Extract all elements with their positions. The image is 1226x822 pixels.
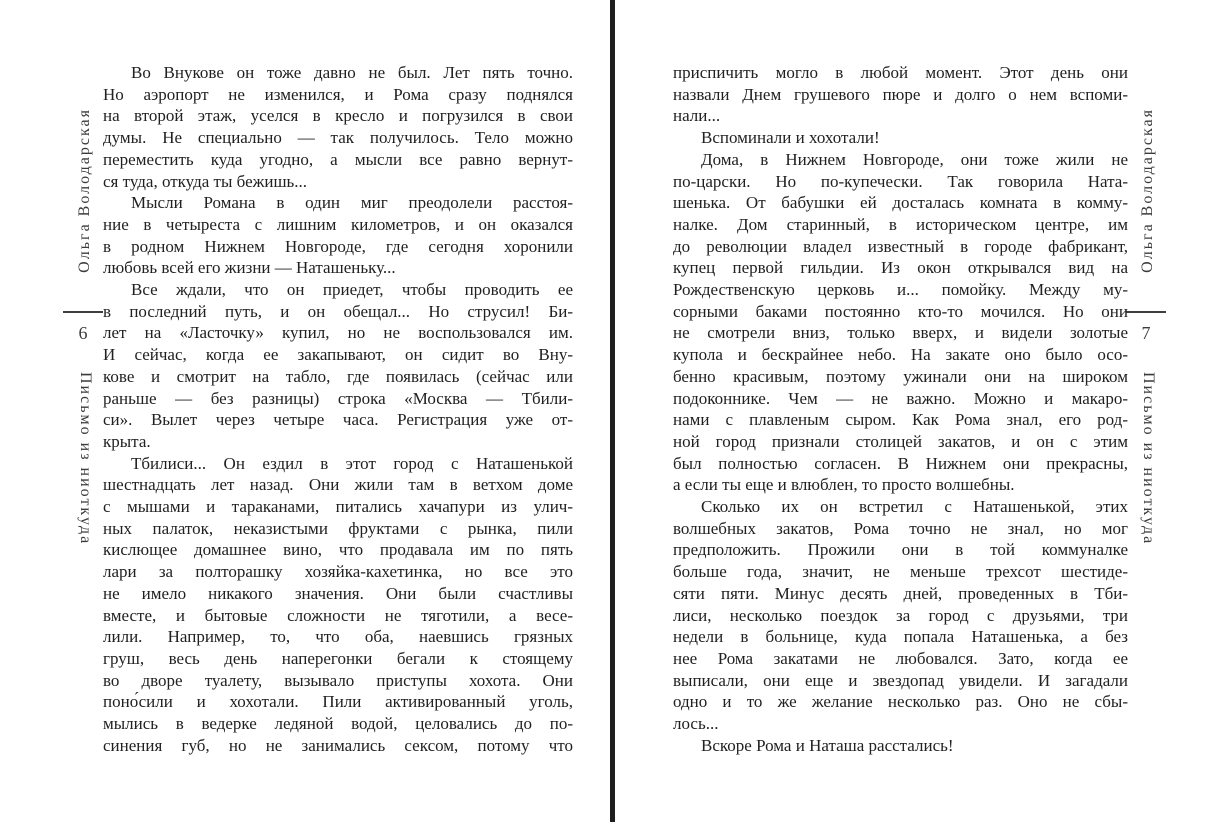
text-line: Рождественскую церковь и... помойку. Между му-: [673, 280, 1128, 300]
text-line: недели в больнице, куда попала Наташенька, а без: [673, 627, 1128, 647]
text-line: назвали Днем грушевого пюре и долго о нем вспоми-: [673, 84, 1128, 104]
text-line: лари за полторашку хозяйка-кахетинка, но все это: [103, 562, 573, 582]
text-line: нами с плавленым сыром. Как Рома знал, его род-: [673, 410, 1128, 430]
text-line: Вспоминали и хохотали!: [701, 128, 880, 148]
left-page-number: 6: [78, 323, 88, 343]
text-line: купец первой гильдии. Из окон открывался вид на: [673, 258, 1128, 278]
text-line: ся туда, откуда ты бежишь...: [103, 171, 308, 191]
text-line: был полностью согласен. В Нижнем они прекрасны,: [673, 453, 1128, 473]
text-line: больше года, значит, не меньше трехсот шестиде-: [673, 562, 1128, 582]
text-line: на второй этаж, уселся в кресло и погрузился в свои: [103, 106, 573, 126]
text-line: Сколько их он встретил с Наташенькой, этих: [701, 497, 1128, 517]
text-line: Но аэропорт не изменился, и Рома сразу поднялся: [103, 84, 573, 104]
text-line: лет на «Ласточку» купил, но не воспользовался им.: [103, 323, 573, 343]
text-line: Во Внукове он тоже давно не был. Лет пять точно.: [131, 63, 573, 82]
text-line: приспичить могло в любой момент. Этот день они: [673, 63, 1128, 82]
text-line: крыта.: [103, 431, 151, 451]
text-line: переместить куда угодно, а мысли все равно вернут-: [103, 149, 573, 169]
text-line: лось...: [673, 714, 719, 734]
left-margin-title: Письмо из ниоткуда: [77, 372, 94, 546]
text-line: Вскоре Рома и Наташа расстались!: [701, 735, 954, 755]
text-line: кове и смотрит на табло, где появилась (сейчас или: [103, 366, 573, 386]
text-line: в родном Нижнем Новгороде, где сегодня хоронили: [103, 236, 573, 256]
text-line: синения губ, но не занимались сексом, потому что: [103, 735, 573, 755]
text-line: поно́сили и хохотали. Пили активированный уголь,: [103, 692, 573, 712]
text-line: подоконнике. Чем — не важно. Можно и макаро-: [673, 388, 1128, 408]
text-line: волшебных закатов, Рома точно не знал, но мог: [673, 518, 1128, 538]
text-line: Мысли Романа в один миг преодолели расстоя-: [131, 193, 573, 213]
text-line: по-царски. Но по-купечески. Так говорила Ната-: [673, 171, 1128, 191]
right-margin-title: Письмо из ниоткуда: [1140, 372, 1157, 546]
text-line: налке. Дом старинный, в историческом центре, им: [673, 214, 1128, 234]
page-right-text: [673, 62, 1128, 757]
text-line: раньше — без разницы) строка «Москва — Тбили-: [103, 388, 573, 408]
right-margin-author: Ольга Володарская: [1139, 108, 1156, 273]
text-line: сяти пяти. Минус десять дней, проведенных в Тби-: [673, 583, 1128, 603]
text-line: Все ждали, что он приедет, чтобы проводить ее: [131, 280, 573, 300]
text-line: выписали, они еще и звездопад увидели. И загадали: [673, 670, 1128, 690]
text-line: а если ты еще и влюблен, то просто волшебны.: [673, 475, 1015, 495]
text-line: нее Рома закатами не любовался. Зато, когда ее: [673, 648, 1128, 668]
text-line: шестнадцать лет назад. Они жили там в ветхом доме: [103, 475, 573, 495]
text-line: купола и бескрайнее небо. На закате оно было осо-: [673, 345, 1128, 365]
left-margin-author: Ольга Володарская: [76, 108, 93, 273]
text-line: вместе, и бытовые сложности не тяготили, а весе-: [103, 605, 573, 625]
text-line: Тбилиси... Он ездил в этот город с Наташенькой: [131, 453, 573, 473]
text-line: одно и то же желание несколько раз. Оно не сбы-: [673, 692, 1128, 712]
text-line: любовь всей его жизни — Наташеньку...: [103, 258, 396, 278]
text-line: ние в четыреста с лишним километров, и он оказался: [103, 214, 573, 234]
text-line: шенька. От бабушки ей досталась комната в комму-: [673, 193, 1128, 213]
text-line: Дома, в Нижнем Новгороде, они тоже жили не: [701, 149, 1128, 169]
right-margin-rule: [1126, 311, 1166, 313]
text-line: ных палаток, неказистыми фруктами с рынка, пили: [103, 518, 573, 538]
text-line: бенно красивым, поэтому ужинали они на широком: [673, 366, 1128, 386]
center-divider: [610, 0, 615, 822]
text-line: си». Вылет через четыре часа. Регистрация уже от-: [103, 410, 573, 430]
left-margin-rule: [63, 311, 103, 313]
text-line: в последний путь, и он обещал... Но струсил! Би-: [103, 301, 573, 321]
text-line: кислющее домашнее вино, что продавала им по пять: [103, 540, 573, 560]
text-line: думы. Не специально — так получилось. Тело можно: [103, 128, 573, 148]
page-left-text: [103, 62, 573, 757]
text-line: предположить. Прожили они в той коммуналке: [673, 540, 1128, 560]
text-line: лиси, несколько поездок за город с друзьями, три: [673, 605, 1128, 625]
text-line: лили. Например, то, что оба, наевшись грязных: [103, 627, 573, 647]
text-line: с мышами и тараканами, питались хачапури из улич-: [103, 497, 573, 517]
text-line: нали...: [673, 106, 721, 126]
text-line: не имело никакого значения. Они были счастливы: [103, 583, 573, 603]
text-line: во дворе туалету, вызывало приступы хохота. Они: [103, 670, 573, 690]
text-line: И сейчас, когда ее закапывают, он сидит во Вну-: [103, 345, 573, 365]
text-line: мылись в ведерке ледяной водой, целовались до по-: [103, 714, 573, 734]
text-line: груш, весь день наперегонки бегали к стоящему: [103, 648, 573, 668]
right-page-number: 7: [1141, 323, 1151, 343]
text-line: до революции владел известный в городе фабрикант,: [673, 236, 1128, 256]
text-line: сорными баками постоянно кто-то мочился. Но они: [673, 301, 1128, 321]
text-line: ной город признали столицей закатов, и он с этим: [673, 431, 1128, 451]
text-line: не смотрели вниз, только вверх, и видели золотые: [673, 323, 1128, 343]
